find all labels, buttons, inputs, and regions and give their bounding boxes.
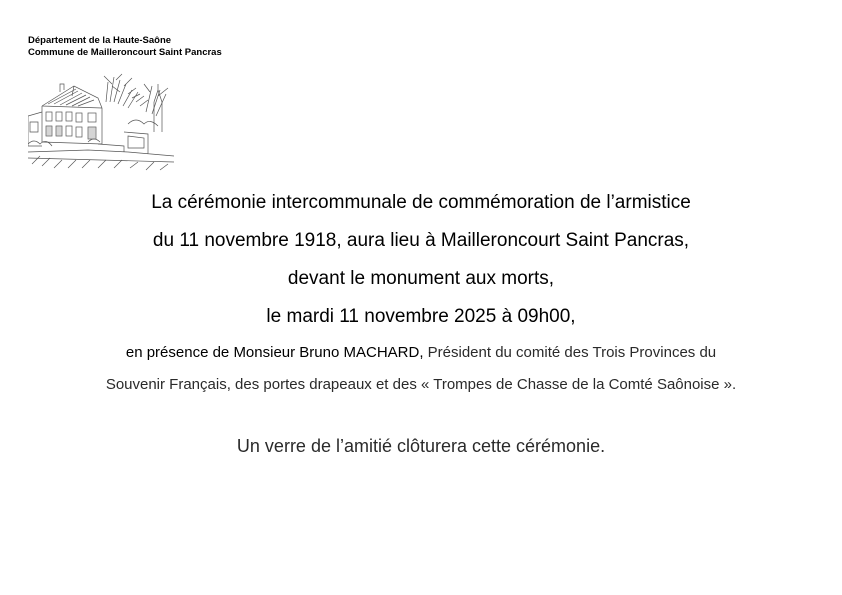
invitation-line-3: devant le monument aux morts, [287, 268, 555, 289]
guest-name: en présence de Monsieur Bruno MACHARD, [125, 344, 424, 361]
invitation-line-2: du 11 novembre 1918, aura lieu à Mailleroncourt Saint Pancras, [152, 230, 690, 251]
guest-line-1 [0, 344, 842, 361]
guest-line-2: Souvenir Français, des portes drapeaux et des « Trompes de Chasse de la Comté Saônoise ». [105, 376, 737, 393]
village-sketch-image [28, 72, 174, 172]
department-name: Département de la Haute-Saône [28, 35, 172, 46]
guest-title: Président du comité des Trois Provinces du [423, 344, 717, 361]
closing-line: Un verre de l’amitié clôturera cette cérémonie. [236, 436, 606, 456]
letterhead [28, 35, 222, 59]
commune-name: Commune de Mailleroncourt Saint Pancras [28, 47, 222, 58]
invitation-line-1: La cérémonie intercommunale de commémoration de l’armistice [151, 192, 691, 213]
invitation-line-4: le mardi 11 novembre 2025 à 09h00, [266, 306, 576, 327]
